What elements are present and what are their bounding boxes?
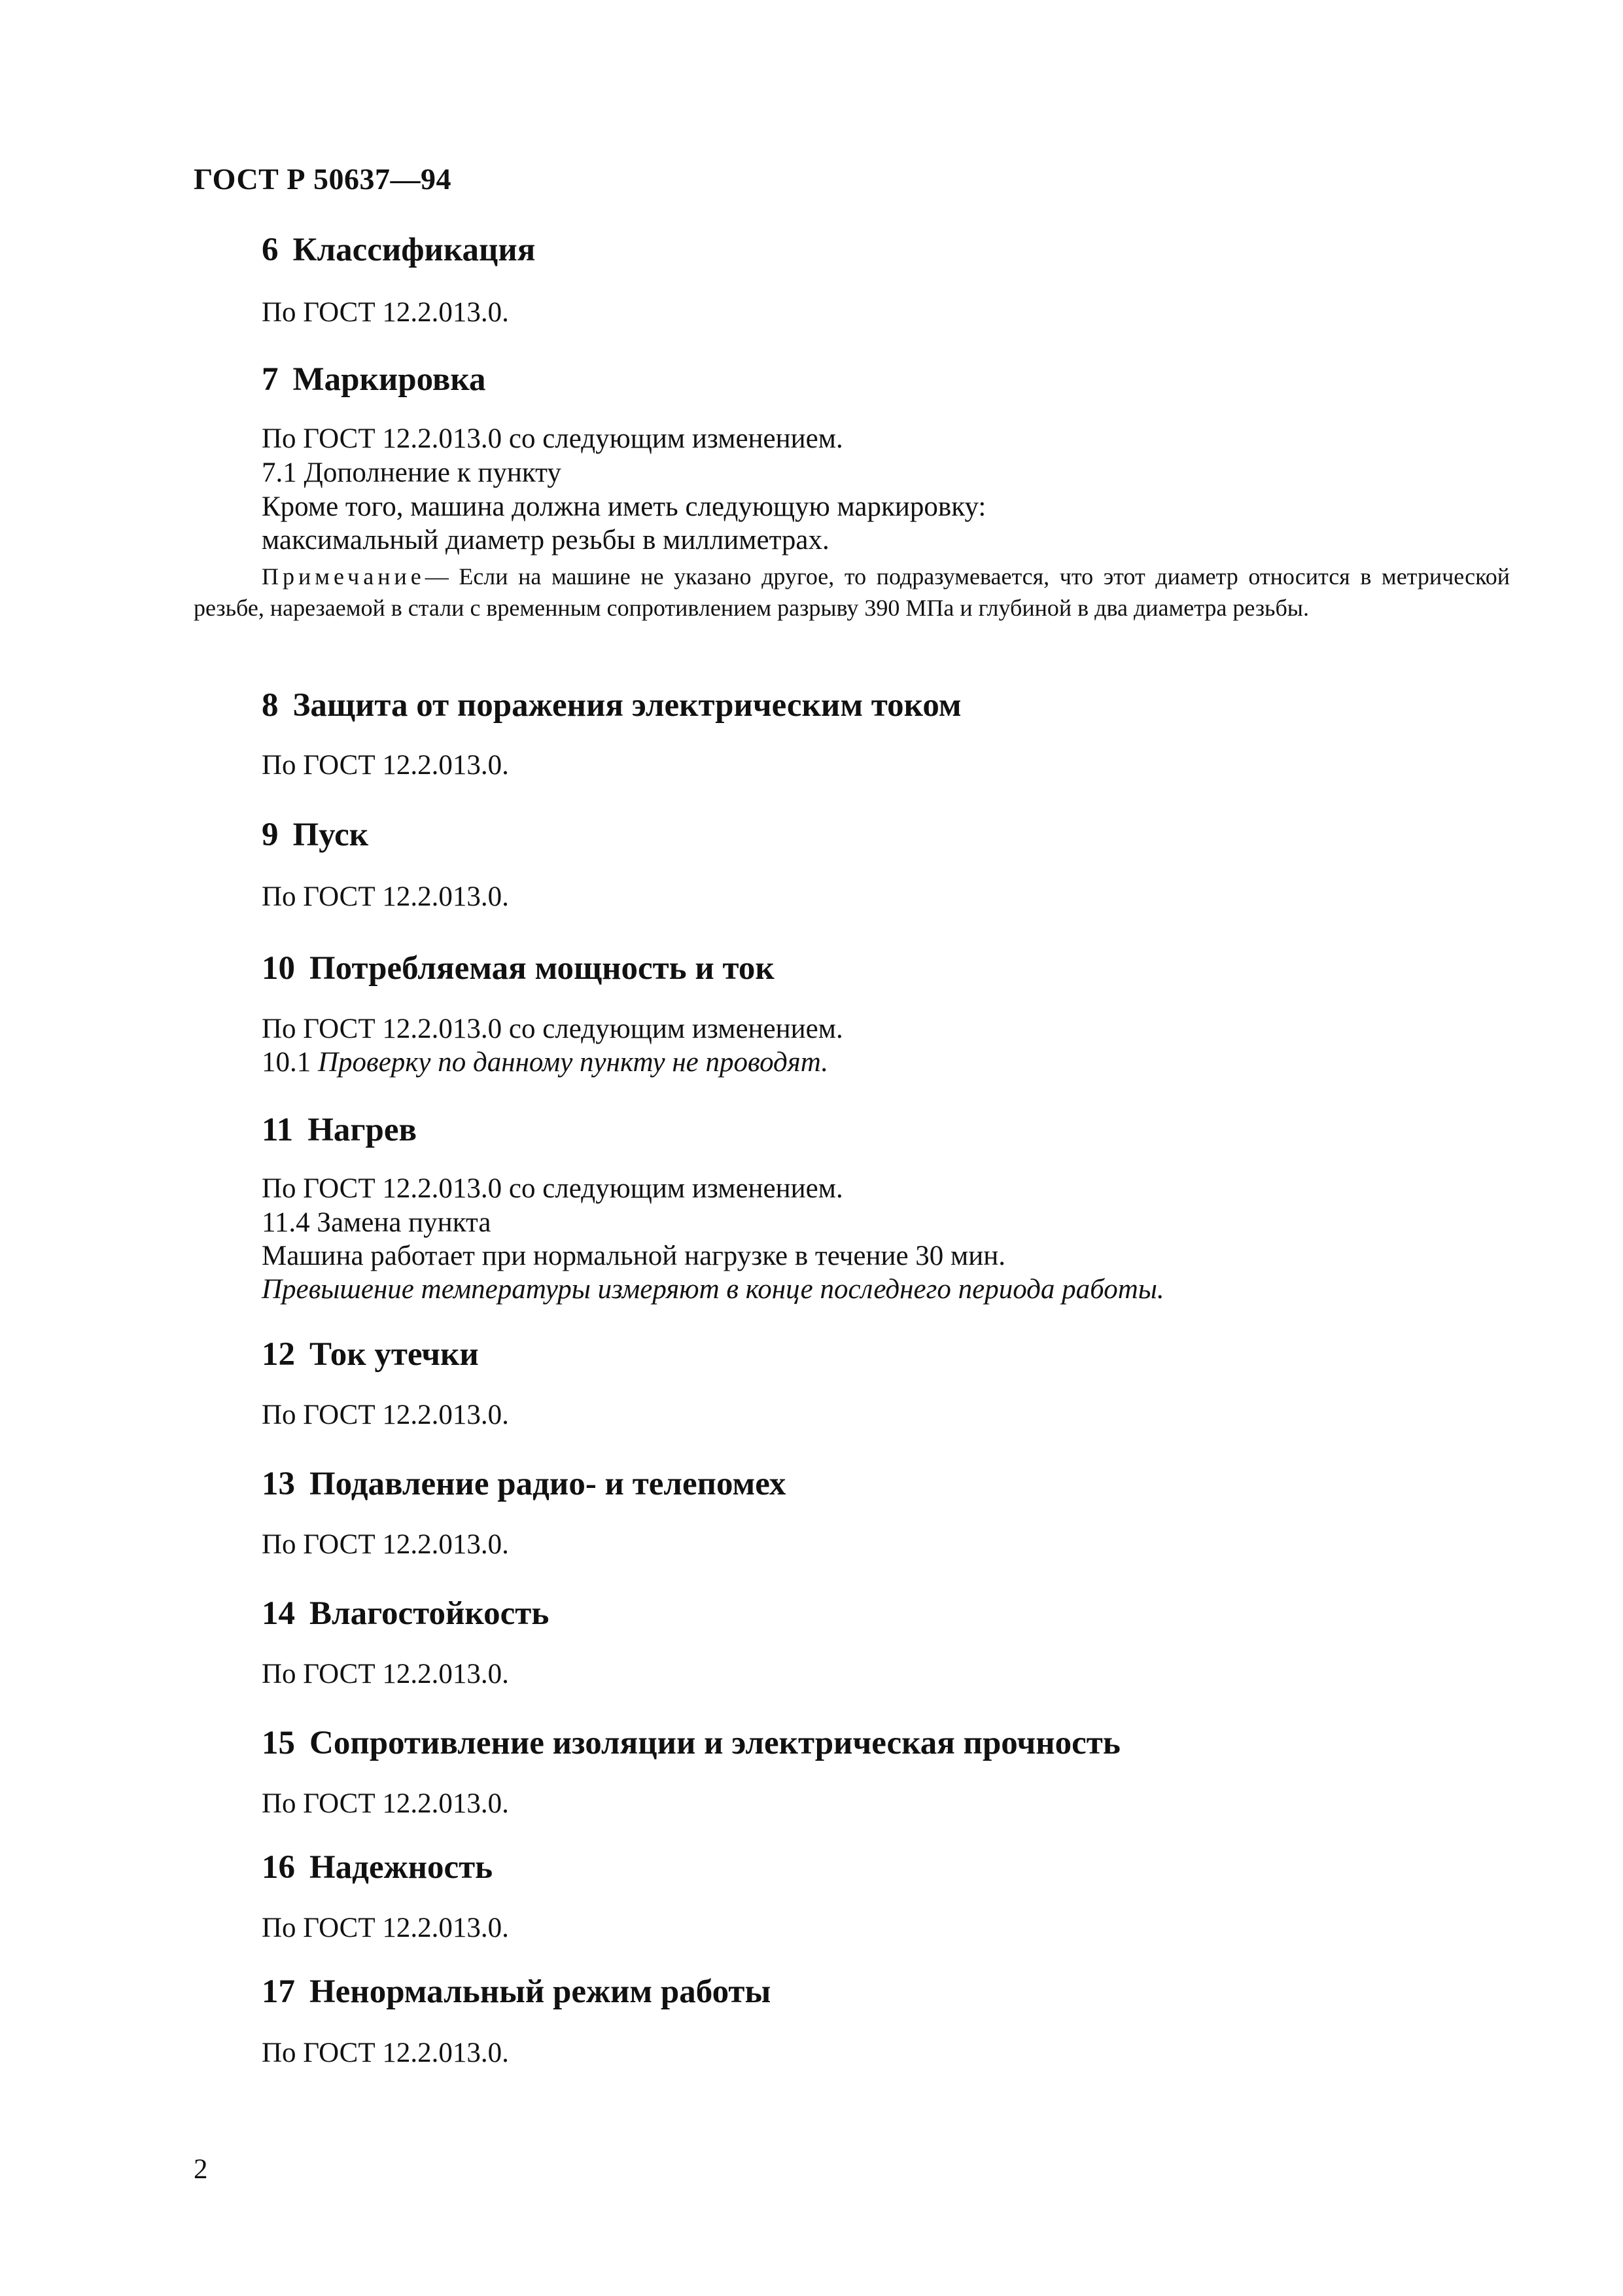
section-title: Нагрев [307,1112,417,1148]
section-8-heading [262,686,962,726]
section-11-text-1: По ГОСТ 12.2.013.0 со следующим изменением. [262,1173,843,1204]
section-13-heading [262,1464,786,1504]
section-7-text-3: Кроме того, машина должна иметь следующую маркировку: [262,491,986,522]
section-title: Защита от поражения электрическим током [292,687,962,724]
section-7-text-2: 7.1 Дополнение к пункту [262,457,561,488]
section-17-heading [262,1972,771,2012]
section-10-text-2 [262,1046,828,1080]
section-10-text-1: По ГОСТ 12.2.013.0 со следующим изменением. [262,1014,843,1044]
section-number: 11 [262,1112,294,1148]
section-8-text: По ГОСТ 12.2.013.0. [262,750,509,781]
page-number: 2 [194,2154,208,2185]
section-number: 7 [262,361,279,398]
section-title: Пуск [292,817,369,853]
section-title: Влагостойкость [309,1595,550,1632]
note-text: — Если на машине не указано другое, то подразумевается, что этот диаметр относится в метрической резьбе, нарезаемой в стали с временным сопротивлением разрыву 390 МПа и глубиной в два диаметра резьбы. [194,563,1510,621]
section-13-text: По ГОСТ 12.2.013.0. [262,1529,509,1560]
section-12-heading [262,1335,479,1375]
section-16-text: По ГОСТ 12.2.013.0. [262,1913,509,1943]
section-14-text: По ГОСТ 12.2.013.0. [262,1659,509,1689]
section-title: Маркировка [292,361,486,398]
section-16-heading [262,1848,493,1888]
section-title: Классификация [292,232,536,268]
italic-text: Превышение температуры измеряют в конце последнего периода работы. [262,1274,1164,1305]
section-6-text: По ГОСТ 12.2.013.0. [262,297,509,328]
section-title: Ток утечки [309,1336,479,1373]
section-7-text-1: По ГОСТ 12.2.013.0 со следующим изменением. [262,423,843,454]
section-11-text-3: Машина работает при нормальной нагрузке в течение 30 мин. [262,1241,1006,1271]
section-6-heading [262,230,535,270]
section-number: 13 [262,1466,295,1502]
section-number: 17 [262,1973,295,2010]
section-number: 15 [262,1725,295,1761]
clause-number: 10.1 [262,1047,311,1078]
section-15-heading [262,1723,1121,1763]
section-title: Подавление радио- и телепомех [309,1466,786,1502]
section-number: 6 [262,232,279,268]
section-9-heading [262,815,368,855]
section-15-text: По ГОСТ 12.2.013.0. [262,1788,509,1819]
section-9-text: По ГОСТ 12.2.013.0. [262,881,509,912]
section-7-text-4: максимальный диаметр резьбы в миллиметрах. [262,525,829,556]
section-title: Сопротивление изоляции и электрическая прочность [309,1725,1121,1761]
section-number: 16 [262,1849,295,1886]
section-title: Потребляемая мощность и ток [309,950,775,987]
clause-text: Проверку по данному пункту не проводят. [318,1047,829,1078]
section-10-heading [262,949,775,989]
section-number: 14 [262,1595,295,1632]
section-17-text: По ГОСТ 12.2.013.0. [262,2038,509,2068]
section-11-heading [262,1110,417,1150]
section-7-heading [262,360,486,400]
section-number: 12 [262,1336,295,1373]
section-11-text-4 [262,1273,1164,1307]
section-7-note [194,561,1510,624]
section-number: 8 [262,687,279,724]
note-label: Примечание [262,563,425,590]
section-11-text-2: 11.4 Замена пункта [262,1207,491,1238]
section-title: Ненормальный режим работы [309,1973,771,2010]
section-title: Надежность [309,1849,493,1886]
document-header: ГОСТ Р 50637—94 [194,162,451,196]
section-number: 10 [262,950,295,987]
section-number: 9 [262,817,279,853]
section-12-text: По ГОСТ 12.2.013.0. [262,1400,509,1430]
section-14-heading [262,1594,549,1634]
